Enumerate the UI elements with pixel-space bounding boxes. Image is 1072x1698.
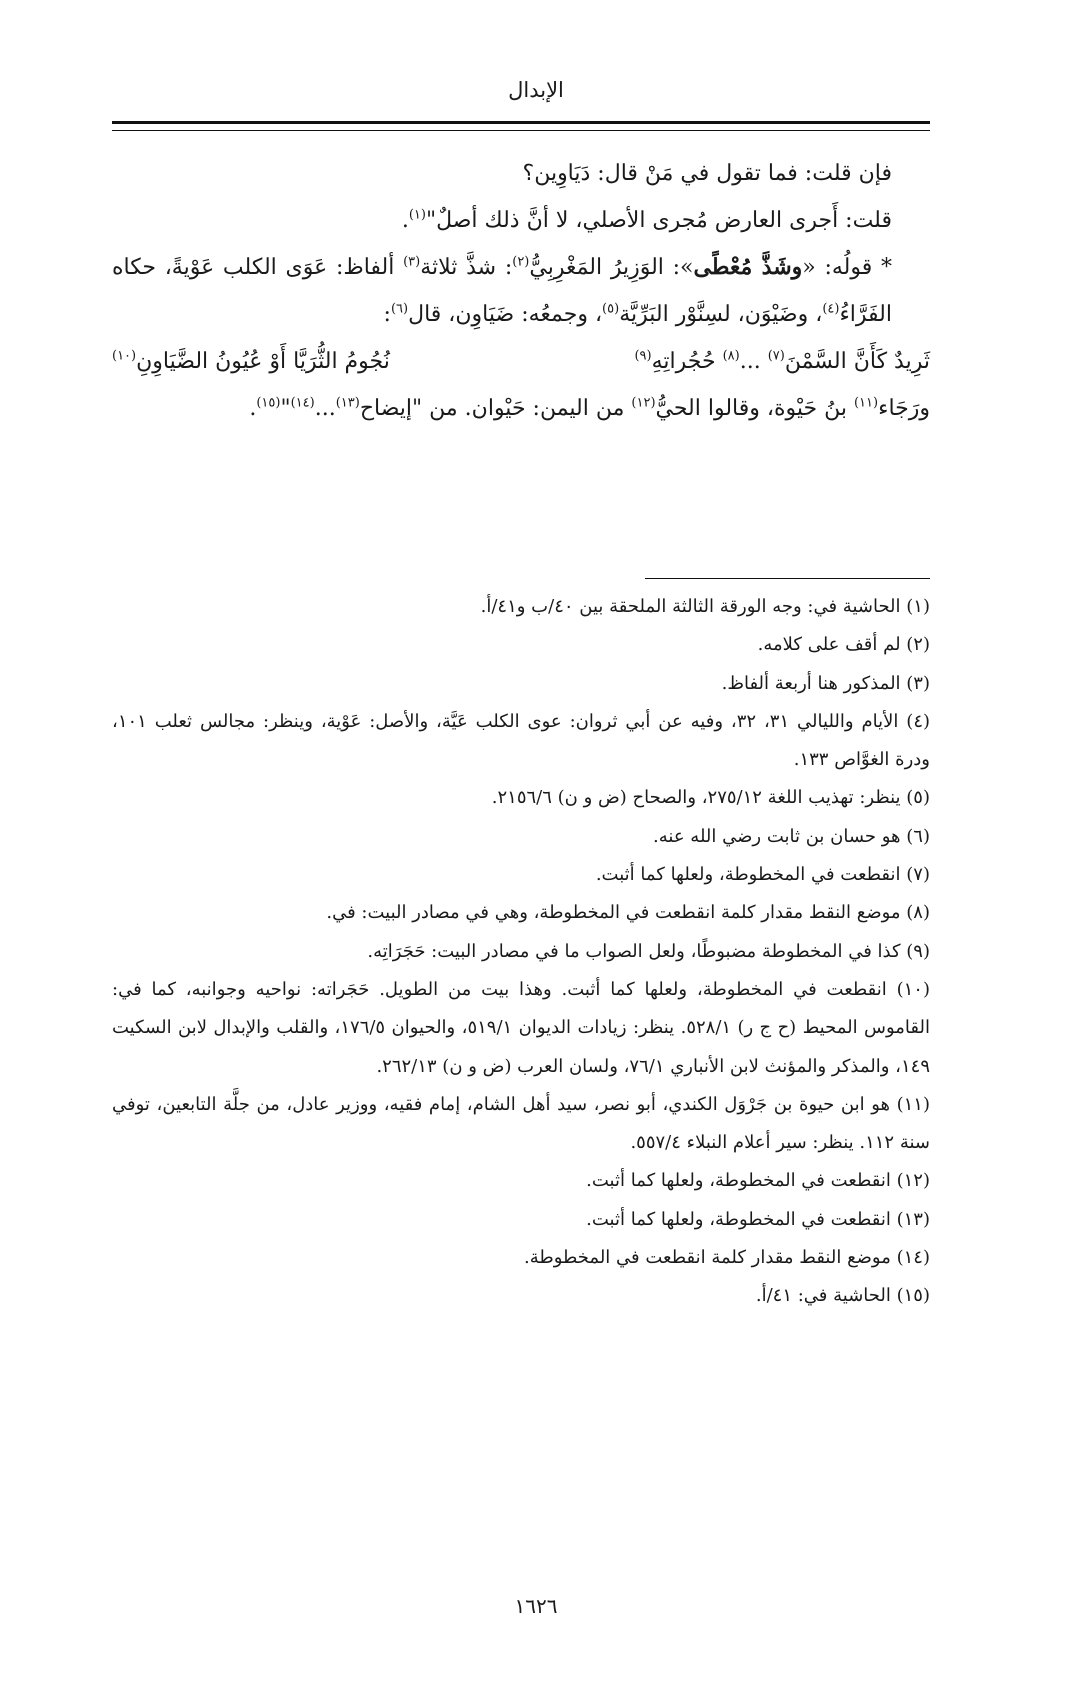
footnote-ref: (١٥) — [256, 395, 281, 411]
footnote: (١٢) انقطعت في المخطوطة، ولعلها كما أثبت. — [586, 1170, 930, 1192]
footnote-ref: (١٠) — [112, 348, 137, 364]
footnote: (١٥) الحاشية في: ٤١/أ. — [755, 1285, 930, 1307]
footnote: (٩) كذا في المخطوطة مضبوطًا، ولعل الصواب ما في مصادر البيت: حَجَرَاتِه. — [367, 940, 930, 962]
entry-text: * قولُه: « — [802, 255, 892, 280]
text: ... — [314, 396, 336, 421]
entry-text: : — [383, 302, 391, 327]
footnote: (١٠) انقطعت في المخطوطة، ولعلها كما أثبت. وهذا بيت من الطويل. حَجَراته: نواحيه وجوانبه، كما في: القاموس المحيط (ح ج ر) ٥٢٨/١. ينظر: زيادات الديوان ٥١٩/١، والحيوان ١٧٦/٥، والقلب والإبدال لابن السكيت ١٤٩، والمذكر والمؤنث لابن الأنباري ٧٦/١، ولسان العرب (ض و ن) ٢٦٢/١٣. — [112, 978, 931, 1077]
text: من اليمن: حَيْوان. من "إيضاح — [359, 396, 632, 421]
footnote-separator — [645, 578, 930, 579]
header-rule-thin — [112, 130, 930, 131]
footnote: (٣) المذكور هنا أربعة ألفاظ. — [721, 672, 930, 694]
footnote-ref: (٦) — [390, 301, 409, 317]
header-rule-thick — [112, 121, 930, 124]
footnote: (١١) هو ابن حيوة بن جَرْوَل الكندي، أبو نصر، سيد أهل الشام، إمام فقيه، ووزير عادل، من جلَّة التابعين، توفي سنة ١١٢. ينظر: سير أعلام النبلاء ٥٥٧/٤. — [112, 1093, 930, 1154]
verse-second-hemistich — [112, 338, 390, 385]
footnote-ref: (٥) — [602, 301, 620, 317]
footnote: (١٤) موضع النقط مقدار كلمة انقطعت في المخطوطة. — [524, 1247, 930, 1269]
paragraph-question: فإن قلت: فما تقول في مَنْ قال: دَيَاوِين؟ — [522, 161, 892, 186]
entry-text: ألفاظ: عَوَى الكلب عَوْيةً، حكاه الفَرَّاءُ — [112, 255, 892, 327]
footnote-ref: (٢) — [512, 254, 530, 270]
text: ورَجَاء — [878, 396, 930, 421]
footnote: (٢) لم أقف على كلامه. — [757, 634, 930, 656]
footnote: (٧) انقطعت في المخطوطة، ولعلها كما أثبت. — [595, 864, 930, 886]
running-head: الإبدال — [508, 78, 564, 102]
footnote-ref: (١٣) — [335, 395, 360, 411]
entry-text: »: الوَزِيرُ المَغْرِبِيُّ — [529, 255, 694, 280]
text: بنُ حَيْوة، وقالوا الحيُّ — [655, 396, 854, 421]
footnote-ref: (١٢) — [631, 395, 656, 411]
entry-text: : شذَّ ثلاثة — [420, 255, 513, 280]
footnote: (٦) هو حسان بن ثابت رضي الله عنه. — [653, 825, 930, 847]
poetry-verse — [112, 338, 930, 385]
footnote-ref: (٣) — [403, 254, 421, 270]
verse-text: ... — [739, 349, 768, 374]
footnote-ref: (٨) — [722, 348, 740, 364]
footnote: (١) الحاشية في: وجه الورقة الثالثة الملحقة بين ٤٠/ب و٤١/أ. — [480, 596, 930, 617]
main-text — [112, 150, 930, 432]
footnote-ref: (٧) — [767, 348, 785, 364]
footnotes — [112, 588, 930, 1316]
paragraph-answer — [112, 197, 930, 244]
text: " — [280, 396, 291, 421]
footnote: (٨) موضع النقط مقدار كلمة انقطعت في المخطوطة، وهي في مصادر البيت: في. — [326, 902, 930, 924]
verse-text: حُجُراتِهِ — [651, 349, 723, 374]
verse-first-hemistich — [634, 338, 930, 385]
footnote-ref: (١١) — [853, 395, 879, 411]
footnote-ref: (٤) — [822, 301, 840, 317]
footnote-ref: (١) — [408, 207, 426, 223]
footnote: (٥) ينظر: تهذيب اللغة ٢٧٥/١٢، والصحاح (ض و ن) ٢١٥٦/٦. — [491, 787, 930, 809]
paragraph-continuation — [112, 385, 930, 432]
answer-text: قلت: أَجرى العارض مُجرى الأصلي، لا أنَّ ذلك أصلٌ" — [425, 208, 892, 233]
footnote: (٤) الأيام والليالي ٣١، ٣٢، وفيه عن أبي ثروان: عوى الكلب عَيَّة، والأصل: عَوْية، وينظر: مجالس ثعلب ١٠١، ودرة الغوَّاص ١٣٣. — [112, 710, 931, 771]
paragraph-entry — [112, 244, 930, 338]
text: . — [249, 396, 257, 421]
page-number: ١٦٢٦ — [514, 1594, 558, 1618]
entry-headword: وشَذَّ مُعْطًى — [693, 254, 803, 280]
footnote: (١٣) انقطعت في المخطوطة، ولعلها كما أثبت. — [586, 1208, 930, 1230]
entry-text: ، وضَيْوَن، لسِنَّوْر البَرِّيَّة — [619, 302, 823, 327]
footnote-ref: (٩) — [634, 348, 652, 364]
verse-text: ثَرِيدٌ كَأَنَّ السَّمْنَ — [784, 349, 930, 374]
entry-text: ، وجمعُه: ضَيَاوِن، قال — [408, 302, 603, 327]
period: . — [401, 208, 409, 233]
verse-text: نُجُومُ الثُّرَيَّا أَوْ عُيُونُ الضَّيَاوِنِ — [136, 349, 390, 374]
footnote-ref: (١٤) — [290, 395, 315, 411]
